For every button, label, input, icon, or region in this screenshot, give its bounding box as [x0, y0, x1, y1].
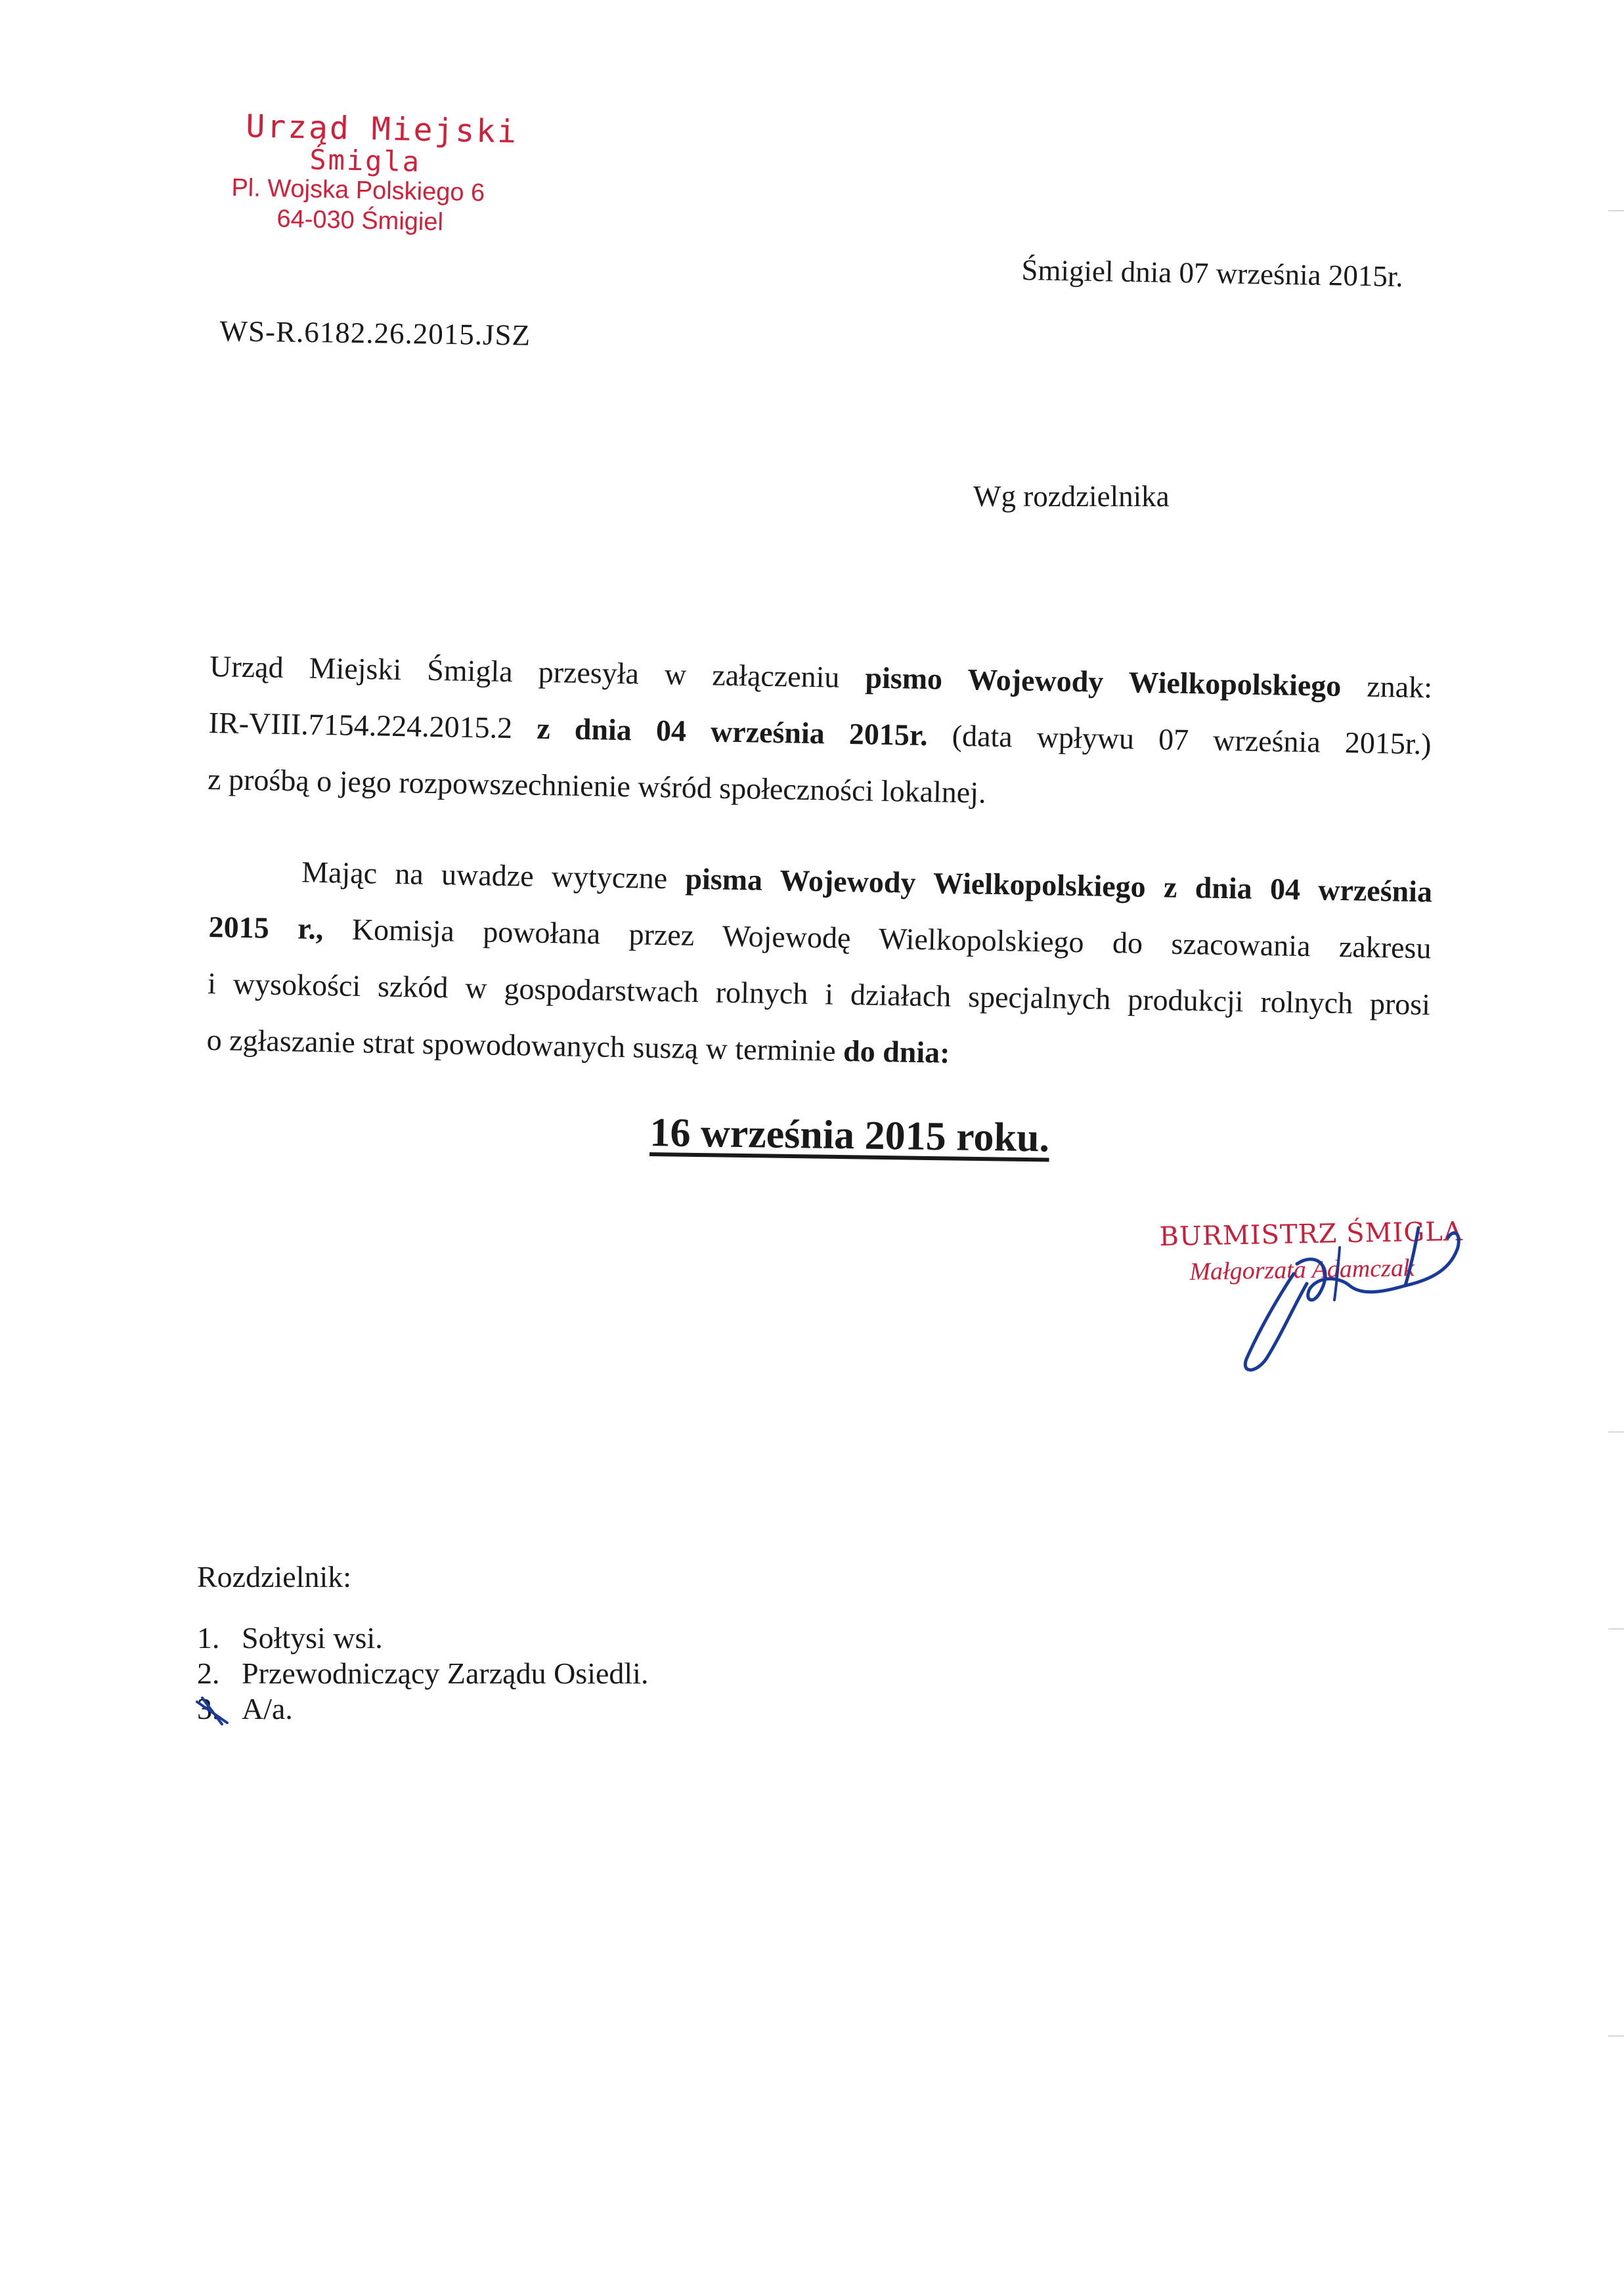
list-item: 2. Przewodniczący Zarządu Osiedli.	[197, 1657, 649, 1690]
paragraph-1-line-2: IR-VIII.7154.224.2015.2 z dnia 04 września 2015r. (data wpływu 07 września 2015r.)	[208, 705, 1432, 761]
list-item: 3. A/a.	[197, 1691, 648, 1727]
deadline-date: 16 września 2015 roku.	[649, 1110, 1050, 1161]
scan-edge-mark	[1608, 2035, 1624, 2037]
stamp-postcode: 64-030 Śmigiel	[276, 205, 444, 236]
paragraph-2-line-2: 2015 r., Komisja powołana przez Wojewodę Wielkopolskiego do szacowania zakresu	[208, 909, 1432, 965]
distribution-list	[197, 1620, 648, 1727]
office-stamp	[230, 108, 535, 240]
scan-edge-mark	[1608, 1628, 1624, 1630]
mayor-name: Małgorzata Adamczak	[1189, 1254, 1415, 1286]
paragraph-1-date: z dnia 04 września 2015r.	[536, 711, 929, 752]
scan-edge-mark	[1608, 1431, 1624, 1433]
paragraph-2-line-1: Mając na uwadze wytyczne pisma Wojewody Wielkopolskiego z dnia 04 września	[301, 855, 1433, 909]
paragraph-1-line-3: z prośbą o jego rozpowszechnienie wśród społeczności lokalnej.	[207, 762, 986, 810]
scan-edge-mark	[1608, 210, 1624, 211]
place-and-date: Śmigiel dnia 07 września 2015r.	[1021, 253, 1404, 293]
paragraph-2-line-4: o zgłaszanie strat spowodowanych suszą w terminie do dnia:	[206, 1022, 950, 1070]
strike-through-mark	[193, 1694, 232, 1727]
paragraph-1	[207, 638, 1432, 829]
paragraph-2-line-3: i wysokości szkód w gospodarstwach rolnych i działach specjalnych produkcji rolnych prosi	[207, 966, 1431, 1022]
stamp-town: Śmigla	[309, 143, 422, 179]
addressee: Wg rozdzielnika	[973, 480, 1170, 513]
paragraph-1-line-1: Urząd Miejski Śmigla przesyła w załączeniu pismo Wojewody Wielkopolskiego znak:	[209, 649, 1433, 704]
paragraph-1-emphasis: pismo Wojewody Wielkopolskiego	[865, 661, 1342, 703]
stamp-office-name: Urząd Miejski	[245, 108, 519, 151]
handwritten-signature	[1182, 1202, 1484, 1385]
mayor-title: BURMISTRZ ŚMIGLA	[1159, 1216, 1464, 1252]
paragraph-2	[206, 842, 1433, 1089]
list-item: 1. Sołtysi wsi.	[197, 1621, 383, 1655]
reference-number: WS-R.6182.26.2015.JSZ	[219, 314, 531, 352]
distribution-title: Rozdzielnik:	[197, 1560, 352, 1593]
stamp-street: Pl. Wojska Polskiego 6	[231, 173, 485, 207]
